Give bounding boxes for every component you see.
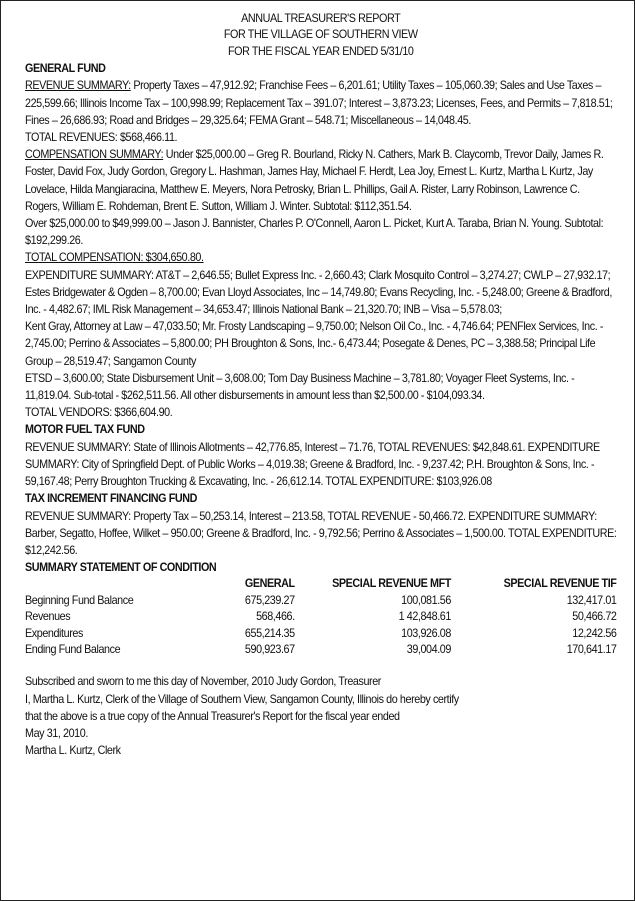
clerk-signature-line: Martha L. Kurtz, Clerk [25,744,121,758]
expenditure-summary-cont: Kent Gray, Attorney at Law – 47,033.50; Mr. Frosty Landscaping – 9,750.00; Nelson Oil Co., Inc. - 4,746.64; PENFlex Services, Inc. - 2,745.00; Perrino & Associates – 5,800.00; PH Broughton & Sons, Inc.- 6,473.44; Posegate & Denes, PC – 3,388.58; Principal Life Group – 28,519.47; Sangamon County [25,320,604,368]
general-fund-title: GENERAL FUND [25,62,106,76]
total-vendors: TOTAL VENDORS: $366,604.90. [25,406,173,420]
row-general: 568,466. [256,610,295,624]
compensation-summary [25,146,616,198]
table-row [25,626,616,642]
summary-col-label [25,576,202,592]
expenditure-summary: EXPENDITURE SUMMARY: AT&T – 2,646.55; Bullet Express Inc. - 2,660.43; Clark Mosquito Control – 3,274.27; CWLP – 27,932.17; Estes Bridgewater & Ogden – 8,700.00; Evan Lloyd Associates, Inc – 14,749.80; Evans Recycling, Inc. - 5,248.00; Greene & Bradford, Inc. - 4,482.67; IML Risk Management – 34,653.47; Illinois National Bank – 21,320.70; INB – Visa – 5,578.03; [25,268,612,317]
row-mft: 39,004.09 [406,642,451,656]
total-compensation: TOTAL COMPENSATION: $304,650.80. [25,251,204,265]
motor-fuel-section [25,421,616,490]
tif-title: TAX INCREMENT FINANCING FUND [25,492,197,506]
compensation-summary-label: COMPENSATION SUMMARY: [25,148,164,162]
table-row [25,642,616,658]
row-tif: 132,417.01 [566,593,617,607]
summary-table [25,576,616,658]
row-mft: 103,926.08 [401,626,451,640]
expenditure-summary-cont2: ETSD – 3,600.00; State Disbursement Unit – 3,608.00; Tom Day Business Machine – 3,781.80; Voyager Fleet Systems, Inc. - 11,819.04. Sub-total - $262,511.56. All other disbursements in amount less than $2,500.00 - $104,093.34. [25,371,575,403]
compensation-over-25k: Over $25,000.00 to $49,999.00 – Jason J. Bannister, Charles P. O'Connell, Aaron L. Picket, Kurt A. Taraba, Brian N. Young. Subtotal: $192,299.26. [25,217,604,248]
summary-col-tif: SPECIAL REVENUE TIF [503,577,617,591]
row-general: 655,214.35 [244,626,295,640]
summary-section [25,559,616,658]
table-row [25,593,616,609]
tif-text: REVENUE SUMMARY: Property Tax – 50,253.14, Interest – 213.58, TOTAL REVENUE - 50,466.72. EXPENDITURE SUMMARY: Barber, Segatto, Hoffee, Wilket – 950.00; Greene & Bradford, Inc. - 9,792.56; Perrino & Associates – 1,500.00. TOTAL EXPENDITURE: $12,242.56. [25,509,617,557]
row-tif: 170,641.17 [566,642,617,656]
report-content [25,11,617,759]
summary-title: SUMMARY STATEMENT OF CONDITION [25,561,217,575]
summary-col-mft: SPECIAL REVENUE MFT [332,577,451,591]
header-fiscal-year: FOR THE FISCAL YEAR ENDED 5/31/10 [227,44,414,58]
summary-header-row [25,576,616,592]
compensation-summary-cont: Rogers, William E. Rohdeman, Brent E. Sutton, William J. Winter. Subtotal: $112,351.54. [25,199,412,213]
row-label: Beginning Fund Balance [25,593,134,607]
tif-section [25,490,616,559]
row-label: Revenues [25,610,71,624]
general-fund-section [25,60,616,421]
row-general: 590,923.67 [244,642,295,656]
attestation-line-3: that the above is a true copy of the Annual Treasurer's Report for the fiscal year ended [25,709,400,723]
motor-fuel-title: MOTOR FUEL TAX FUND [25,423,145,437]
revenue-summary-text: Property Taxes – 47,912.92; Franchise Fees – 6,201.61; Utility Taxes – 105,060.39; Sales and Use Taxes – 225,599.66; Illinois Income Tax – 100,998.99; Replacement Tax – 391.07; Interest – 3,873.23; Licenses, Fees, and Permits – 7,818.51; Fines – 26,686.93; Road and Bridges – 29,325.64; FEMA Grant – 548.71; Miscellaneous – 14,048.45. [25,79,613,127]
row-label: Ending Fund Balance [25,642,121,656]
row-mft: 100,081.56 [401,593,451,607]
attestation-line-2: I, Martha L. Kurtz, Clerk of the Village of Southern View, Sangamon County, Illinois do hereby certify [25,692,459,706]
compensation-summary-text: Under $25,000.00 – Greg R. Bourland, Ricky N. Cathers, Mark B. Claycomb, Trevor Daily, James R. Foster, David Fox, Judy Gordon, Gregory L. Hashman, James Hay, Michael F. Herdt, Lea Joy, Ernest L. Kurtz, Martha L Kurtz, Jay Lovelace, Hilda Mangiaracina, Matthew E. Meyers, Nora Petrosky, Brian L. Phillips, Gail A. Rister, Larry Robinson, Lawrence C. [25,148,604,196]
row-tif: 12,242.56 [572,626,617,640]
revenue-summary-label: REVENUE SUMMARY: [25,79,131,93]
summary-col-general: GENERAL [244,577,295,591]
motor-fuel-text: REVENUE SUMMARY: State of Illinois Allotments – 42,776.85, Interest – 71.76, TOTAL REVENUES: $42,848.61. EXPENDITURE SUMMARY: City of Springfield Dept. of Public Works – 4,019.38; Greene & Bradford, Inc. - 9,237.42; P.H. Broughton & Sons, Inc. - 59,167.48; Perry Broughton Trucking & Excavating, Inc. - 26,612.14. TOTAL EXPENDITURE: $103,926.08 [25,440,600,489]
attestation-line-1: Subscribed and sworn to me this day of November, 2010 Judy Gordon, Treasurer [25,675,381,689]
header-village: FOR THE VILLAGE OF SOUTHERN VIEW [223,28,418,42]
row-tif: 50,466.72 [572,610,617,624]
row-mft: 1 42,848.61 [398,610,451,624]
table-row [25,609,616,625]
general-revenue-summary [25,77,616,129]
header-title: ANNUAL TREASURER'S REPORT [241,12,401,25]
general-total-revenues: TOTAL REVENUES: $568,466.11. [25,131,178,145]
attestation-section [25,673,616,759]
row-general: 675,239.27 [244,593,295,607]
attestation-line-4: May 31, 2010. [25,726,88,740]
row-label: Expenditures [25,626,83,640]
spacer [25,658,576,673]
report-header [25,11,616,60]
